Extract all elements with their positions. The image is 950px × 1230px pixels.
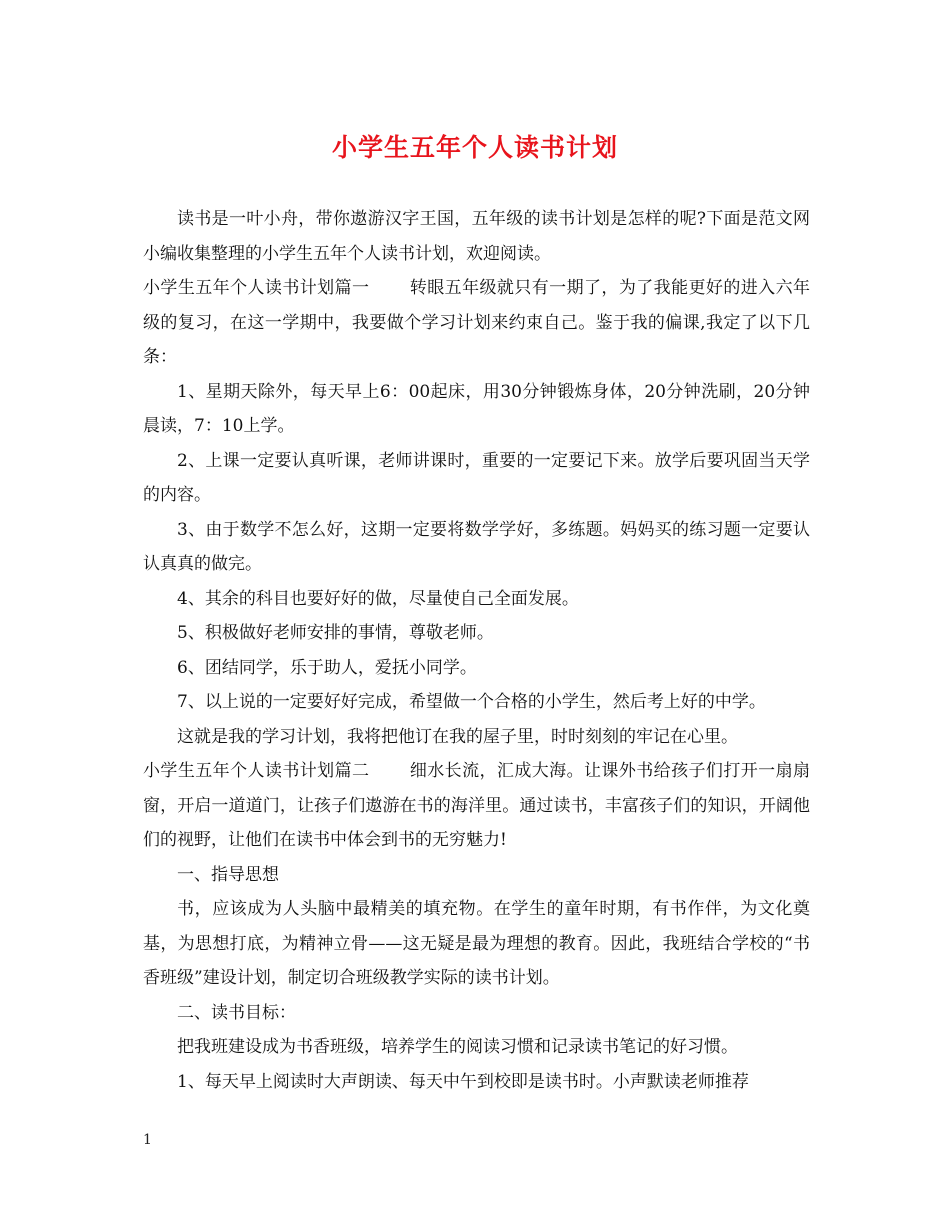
section2-text: 细水长流，汇成大海。让课外书给孩子们打开一扇扇窗，开启一道道门，让孩子们遨游在书的海洋里。通过读书，丰富孩子们的知识，开阔他们的视野，让他们在读书中体会到书的无穷魅力! [143,761,811,850]
section1-text: 转眼五年级就只有一期了，为了我能更好的进入六年级的复习，在这一学期中，我要做个学习计划来约束自己。鉴于我的偏课,我定了以下几条： [143,278,811,367]
section1-heading: 小学生五年个人读书计划篇一 [143,278,370,298]
closing-paragraph: 这就是我的学习计划，我将把他订在我的屋子里，时时刻刻的牢记在心里。 [177,726,738,747]
list-item: 7、以上说的一定要好好完成，希望做一个合格的小学生，然后考上好的中学。 [177,692,766,712]
section2-heading: 小学生五年个人读书计划篇二 [143,761,370,781]
page-number: 1 [143,1132,152,1148]
list-item: 3、由于数学不怎么好，这期一定要将数学学好，多练题。妈妈买的练习题一定要认认真真的做完。 [143,519,810,574]
heading-reading-goals: 二、读书目标： [177,1002,296,1023]
reading-goals-paragraph: 把我班建设成为书香班级，培养学生的阅读习惯和记录读书笔记的好习惯。 [177,1037,738,1057]
guiding-thought-paragraph: 书，应该成为人头脑中最精美的填充物。在学生的童年时期，有书作伴，为文化奠基，为思想打底，为精神立骨——这无疑是最为理想的教育。因此，我班结合学校的“书香班级”建设计划，制定切合班级教学实际的读书计划。 [143,899,810,988]
intro-paragraph: 读书是一叶小舟，带你遨游汉字王国，五年级的读书计划是怎样的呢?下面是范文网小编收集整理的小学生五年个人读书计划，欢迎阅读。 [143,209,810,264]
list-item: 6、团结同学，乐于助人，爱抚小同学。 [177,657,477,678]
reading-goals-item: 1、每天早上阅读时大声朗读、每天中午到校即是读书时。小声默读老师推荐 [177,1071,749,1092]
section1-paragraph [143,271,810,375]
list-item: 1、星期天除外，每天早上6：00起床，用30分钟锻炼身体，20分钟洗刷，20分钟晨读，7：10上学。 [143,381,810,436]
section2-paragraph [143,754,810,858]
heading-guiding-thought: 一、指导思想 [177,864,279,885]
list-item: 5、积极做好老师安排的事情，尊敬老师。 [177,623,494,643]
document-body [143,202,810,1099]
list-item: 2、上课一定要认真听课，老师讲课时，重要的一定要记下来。放学后要巩固当天学的内容。 [143,450,810,505]
list-item: 4、其余的科目也要好好的做，尽量使自己全面发展。 [177,588,579,609]
document-title: 小学生五年个人读书计划 [331,133,618,162]
